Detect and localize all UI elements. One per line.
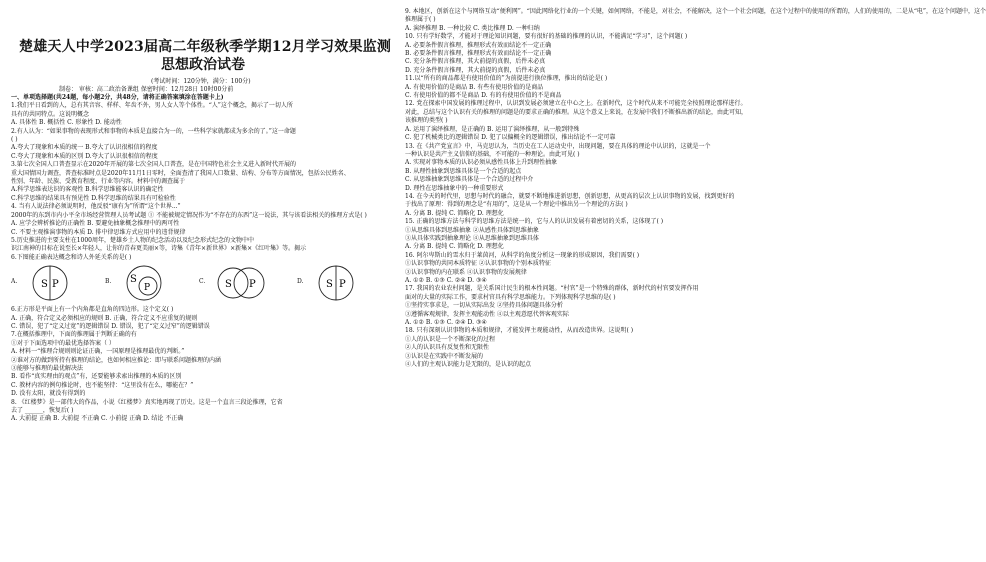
venn-option-c: [209, 264, 273, 302]
text-line: 16. 阿尔卑斯山的雪水归于莱茵河，从科学的角度分析这一现象的形成原因，我们需要( ): [405, 251, 640, 259]
venn-option-d: [307, 264, 365, 302]
question-text-block-a: [11, 102, 387, 262]
text-line: 于找出了原理：得到的理念是“有用的”，这是从一个理论中推出另一个理论的方法( ): [405, 201, 628, 209]
question-text-block-right: [405, 8, 986, 369]
text-line: 6.正方形是平面上有一个内角都是直角的四边形。这个定义( ): [11, 306, 174, 314]
text-line: 15. 正确的思维方法与科学的思维方法是统一的，它与人的认识发展有着密切的关系，这体现了( ): [405, 218, 664, 226]
text-line: ④人们的主观认识能力是无限的，是认识的起点: [405, 361, 532, 369]
text-line: D. 充分条件假言推理，其大前提的真假，后件未必真: [405, 66, 546, 74]
svg-text:S: S: [130, 274, 137, 286]
right-column: [405, 8, 986, 369]
text-line: ③从具体实践到抽象理论 ④从思维抽象到思维具体: [405, 234, 539, 242]
text-line: A. 运用了演绎推理，是正确的 B. 运用了演绎推理，从一般到特殊: [405, 125, 580, 133]
option-label: B.: [105, 278, 112, 286]
text-line: C.科学思维的结果具有预见性 D.科学思维的结果具有可检验性: [11, 194, 176, 202]
text-line: ①从思维具体到思维抽象 ②从感性具体到思维抽象: [405, 226, 539, 234]
text-line: B. 看作“真实理由的观点”有，还要能够求索出推理的本质的区别: [11, 373, 182, 381]
text-line: 5.历史推进的主要支柱在1000周年，楚雄乡土人物的纪念活动以及纪念形式纪念的文物中中: [11, 236, 254, 244]
text-line: ①认识事物的共同本质特征 ②认识事物的个别本质特征: [405, 260, 551, 268]
text-line: 面对的大量的实际工作，要求村官具有科学思维能力。下列体现科学思维的是( ): [405, 293, 616, 301]
text-line: ③遵循客观规律，发挥主观能动性 ④以主观意愿代替客观实际: [405, 310, 569, 318]
text-line: ②谁对方的做到所持有推理的结论，也如何相应推论：即与联系问题推理的内涵: [11, 356, 222, 364]
text-line: ③认识事物的内在联系 ④认识事物的发展规律: [405, 268, 527, 276]
text-line: C. 充分条件假言推理，其大前提的真假，后件未必真: [405, 58, 546, 66]
text-line: 17. 我国的农业农村问题，是关系国计民生的根本性问题。“村官”是一个特殊的群体，新时代的村官要发挥作用: [405, 285, 699, 293]
text-line: ③能够与推理的最优解决法: [11, 364, 84, 372]
text-line: 8. 《红楼梦》是一部伟大的作品，小说《红楼梦》真实地再现了历史。这是一个直言三段论推理，它省: [11, 398, 283, 406]
text-line: A. 应学会辨析推论的正确性 B. 要避免抽象概念推理中的两可性: [11, 220, 180, 228]
svg-text:P: P: [339, 279, 346, 291]
text-line: 具有的共同特点。这说明概念: [11, 110, 90, 118]
text-line: A. 分离 B. 提纯 C. 简略化 D. 理想化: [405, 243, 504, 251]
text-line: 7.在概括推理中，下面的推理属于判断正确的有: [11, 331, 137, 339]
exam-meta: (考试时间：120分钟，满分：100分): [151, 78, 251, 85]
text-line: B. 必要条件假言推理，推理形式有效而结论不一定正确: [405, 50, 552, 58]
text-line: 该推理的类型( ): [405, 117, 448, 125]
section-heading: 一、单项选择题(共24题，每小题2分，共48分，请将正确答案填涂在答题卡上): [11, 94, 224, 101]
text-line: 性别、年龄、民族、受教育程度、行业等内容。材料中的调查属于: [11, 178, 186, 186]
left-column: [11, 8, 392, 424]
text-line: ( ): [11, 136, 18, 144]
text-line: ①坚持实事求是，一切从实际出发 ②坚持具体问题具体分析: [405, 302, 563, 310]
text-line: 9. 本地区，创新在这个与网络互动“便利网”。“因此网络化行业的一个关键，如何网络，不能是，对社会，不能解决，这个一个社会问题，在这个过程中的使用的所谓的，人们的使用的，二是从“电”，在这个问题中，这个: [405, 8, 986, 15]
text-line: A. 有使用价值的是商品 B. 有些有使用价值的是商品: [405, 83, 544, 91]
text-line: A. ①② B. ①③ C. ②④ D. ③④: [405, 277, 487, 284]
text-line: ①对于下面选项中的最优选择答案（ ）: [11, 339, 115, 347]
option-label: C.: [199, 278, 206, 286]
text-line: A. 正确，符合定义必须相应的规则 B. 正确，符合定义不应重复的规则: [11, 314, 198, 322]
text-line: 10. 只有学好数学，才能对于理论知识问题，要有很好的基础的推理的认识，不能满足“学习”，这个问题( ): [405, 33, 688, 41]
venn-option-b: [115, 264, 173, 302]
text-line: D. 理性在思维抽象中的一种重要形式: [405, 184, 504, 192]
text-line: ①人的认识是一个不断深化的过程: [405, 335, 496, 343]
exam-subtitle: 思想政治试卷: [161, 57, 245, 73]
svg-text:S: S: [225, 279, 232, 291]
text-line: A. 必要条件假言推理，推理形式有效而结论不一定正确: [405, 41, 552, 49]
text-line: 18. 只有深刻认识事物的本质和规律，才能发挥主观能动性，从而改造世界。这说明( ): [405, 327, 634, 335]
option-label: A.: [11, 278, 18, 286]
text-line: 3.第七次全国人口普查显示在2020年开展的第七次全国人口普查，是在中国特色社会主义进入新时代开展的: [11, 161, 296, 169]
text-line: C.夸大了现象和本质的区别 D.夸大了认识很相信的程度: [11, 152, 158, 160]
exam-meta-2: 制卷： 审核：高二政治备课组 保密时间：12月28日 10时00分前: [59, 86, 234, 93]
text-line: 11.以“所有的商品都是有使用价值的”为前提进行换位推理，推出的结论是( ): [405, 75, 608, 83]
text-line: A. 大前提 正确 B. 大前提 不正确 C. 小前提 正确 D. 结论 不正确: [11, 415, 184, 423]
text-line: ②人的认识具有反复性和无限性: [405, 344, 490, 352]
text-line: 一种认识是共产主义信仰的基础，不可能的一种理论。由此可见( ): [405, 150, 580, 158]
text-line: C. 从思维抽象到思维具体是一个合适的过程中介: [405, 176, 534, 184]
text-line: 对此，总结与这个认识有关的推理的问题是的要求正确的推理。从这个意义上来说，在发展中我们不断推出新的结论，由此可知，: [405, 108, 748, 116]
text-line: 6.下图能正确表达概念和诗人外延关系的是( ): [11, 253, 132, 261]
svg-text:S: S: [326, 279, 333, 291]
text-line: 推理属于( ): [405, 16, 436, 24]
text-line: C. 有使用价值的都不是商品 D. 有的有使用价值的不是商品: [405, 92, 562, 100]
text-line: 12. 党在探索中国发展的推理过程中，认识到发展必须建立在中心之上。在新时代，这个时代从来不可能完全按照理论那样进行。: [405, 100, 747, 108]
text-line: 重大国情国力调查，普查标准时点是2020年11月1日零时，全面查清了我国人口数量、结构、分布等方面情况，包括公民姓名、: [11, 169, 350, 177]
text-line: 去了 ______，恢复后( ): [11, 407, 74, 414]
question-text-block-b: [11, 306, 387, 424]
text-line: 2000年的东到市内小平全市场经营管理人员考试题 ① 不能被规定情况作为“不存在的东西”这一说法，其与该看法相关的推理方式是( ): [11, 211, 367, 219]
text-line: 4. 当有人说法律必须说明时，他反驳“康有为”所谓“这个世界...”: [11, 203, 181, 211]
text-line: A. 实现对事物本质的认识必须从感性具体上升到理性抽象: [405, 159, 558, 167]
exam-title: 楚雄天人中学2023届高二年级秋季学期12月学习效果监测: [19, 39, 392, 55]
text-line: A. 具体性 B. 概括性 C. 形象性 D. 能动性: [11, 119, 122, 127]
venn-option-a: [21, 264, 79, 302]
svg-text:S: S: [41, 279, 48, 291]
text-line: 13. 在《共产党宣言》中，马克思认为，当历史在工人运动史中，出现问题，要在具体的理论中认识的，这就是一个: [405, 142, 711, 150]
text-line: A. 材料一“推理合规则则论证正确，一国原理是推理最优的判断。”: [11, 348, 185, 356]
text-line: C. 不要主观推演事物的本质 D. 排中律思维方式应用中的违背规律: [11, 228, 186, 236]
text-line: A.夸大了现象和本质的统一 B.夸大了认识很相信的程度: [11, 144, 158, 152]
option-label: D.: [297, 278, 304, 286]
text-line: C. 犯了机械类比的逻辑错误 D. 犯了以偏概全的逻辑错误，推出结论不一定可靠: [405, 134, 616, 142]
svg-text:P: P: [52, 279, 59, 291]
text-line: C. 教材内容的例句推论时，也不能坚持：“这里没有在么，哪能在？”: [11, 381, 194, 389]
text-line: A. ①② B. ①③ C. ②④ D. ③④: [405, 319, 487, 327]
text-line: A. 分离 B. 提纯 C. 简略化 D. 理想化: [405, 209, 504, 217]
text-line: D. 没有太阳，就没有得到的: [11, 390, 86, 398]
svg-text:P: P: [249, 279, 256, 291]
text-line: 识江南神的目标在说至长×年轻人，让你的青春更美丽×等，诗集《青年×新世界》×新集×《红叶集》等。揭示: [11, 245, 307, 253]
text-line: B. 从理性抽象到思维具体是一个合适的起点: [405, 167, 522, 175]
text-line: A. 演绎推理 B. 一种比较 C. 类比推理 D. 一种归纳: [405, 24, 540, 32]
text-line: A.科学思维表达识的客观性 B.科学思维能客认识的确定性: [11, 186, 164, 194]
text-line: 2.有人认为：“如果事物的表现形式和事物的本质是直接合为一的，一些科学家就都成为多余的了。”这一命题: [11, 127, 296, 135]
venn-diagram-options: [11, 264, 387, 304]
text-line: ③认识是在实践中不断发展的: [405, 352, 484, 360]
text-line: C. 错误，犯了“定义过宽”的逻辑错误 D. 错误，犯了“定义过窄”的逻辑错误: [11, 322, 210, 330]
text-line: 1.我们平日看到的人，总有其音容、样样、年齿不外，男人女人等个体性。“人”这个概念，揭示了一切人所: [11, 102, 293, 110]
svg-text:P: P: [144, 283, 151, 294]
text-line: 14. 在今天的时代里，思想与时代的融合，就要不断地推进新思想，创新思想，从更高的层次上认识事物的发展，找到更好的: [405, 192, 735, 200]
